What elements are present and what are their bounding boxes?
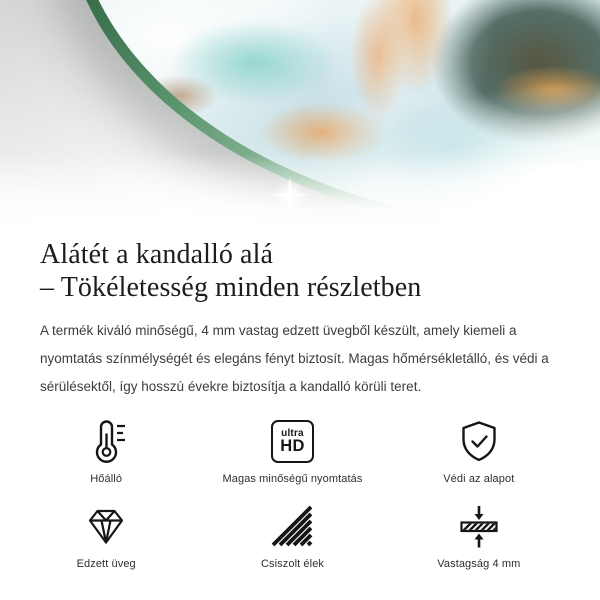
feature-grid	[13, 418, 572, 570]
feature-label: Magas minőségű nyomtatás	[222, 473, 363, 485]
page-title-line1: Alátét a kandalló alá	[40, 239, 273, 270]
product-content	[0, 238, 600, 401]
feature-protects-floor	[386, 418, 572, 485]
shield-check-icon	[456, 418, 502, 464]
feature-label: Csiszolt élek	[260, 558, 325, 570]
thermometer-icon	[83, 418, 129, 464]
hero-fade-bottom	[0, 154, 600, 232]
feature-tempered-glass	[13, 503, 199, 570]
product-hero-image	[0, 0, 600, 232]
feature-print-quality	[199, 418, 385, 485]
feature-label: Vastagság 4 mm	[437, 558, 521, 570]
feature-heat-resistant	[13, 418, 199, 485]
page-title-line2: – Tökéletesség minden részletben	[40, 272, 422, 303]
feature-label: Védi az alapot	[443, 473, 515, 485]
feature-polished-edges	[199, 503, 385, 570]
thickness-icon	[456, 503, 502, 549]
feature-label: Edzett üveg	[76, 558, 136, 570]
diamond-icon	[83, 503, 129, 549]
feature-thickness	[386, 503, 572, 570]
polished-edges-icon	[269, 503, 315, 549]
product-description-text: A termék kiváló minőségű, 4 mm vastag edzett üvegből készült, amely kiemeli a nyomtatás színmélységét és elegáns fényt biztosít. Magas hőmérsékletálló, és védi a sérülésektől, így hosszú évekre biztosítja a kandalló körüli teret.	[40, 323, 549, 394]
ultra-hd-icon: ultra HD	[271, 418, 314, 464]
feature-label: Hőálló	[90, 473, 123, 485]
page-title	[40, 238, 560, 304]
